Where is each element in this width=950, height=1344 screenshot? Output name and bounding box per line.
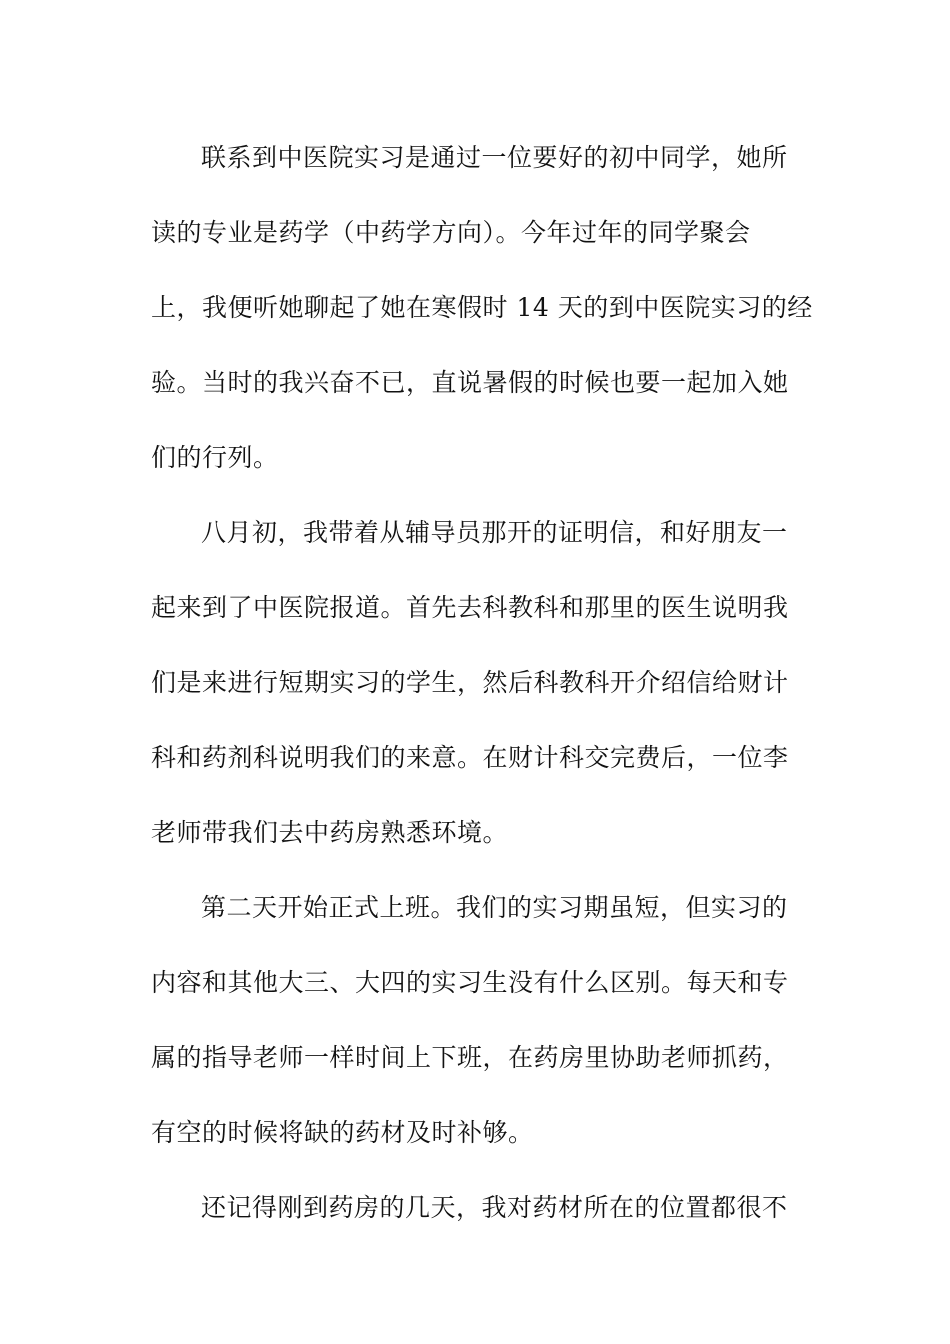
text-line: 属的指导老师一样时间上下班，在药房里协助老师抓药， — [151, 1043, 789, 1072]
paragraph-1 — [151, 120, 811, 495]
text-line: 第二天开始正式上班。我们的实习期虽短，但实习的 — [201, 893, 788, 922]
text-line: 老师带我们去中药房熟悉环境。 — [151, 818, 509, 847]
paragraph-2 — [151, 495, 811, 870]
paragraph-4 — [151, 1170, 811, 1245]
text-line: 还记得刚到药房的几天，我对药材所在的位置都很不 — [201, 1193, 788, 1222]
text-line: 有空的时候将缺的药材及时补够。 — [151, 1118, 534, 1147]
text-line: 们是来进行短期实习的学生，然后科教科开介绍信给财计 — [151, 668, 789, 697]
paragraph-3 — [151, 870, 811, 1170]
text-line: 读的专业是药学（中药学方向）。今年过年的同学聚会 — [151, 218, 751, 247]
text-line: 们的行列。 — [151, 443, 279, 472]
text-line: 八月初，我带着从辅导员那开的证明信，和好朋友一 — [201, 518, 788, 547]
text-line: 上，我便听她聊起了她在寒假时 14 天的到中医院实习的经 — [151, 293, 813, 322]
document-body — [151, 120, 811, 1245]
text-line: 内容和其他大三、大四的实习生没有什么区别。每天和专 — [151, 968, 789, 997]
text-line: 联系到中医院实习是通过一位要好的初中同学，她所 — [201, 143, 788, 172]
text-line: 科和药剂科说明我们的来意。在财计科交完费后，一位李 — [151, 743, 789, 772]
text-line: 验。当时的我兴奋不已，直说暑假的时候也要一起加入她 — [151, 368, 789, 397]
text-line: 起来到了中医院报道。首先去科教科和那里的医生说明我 — [151, 593, 789, 622]
